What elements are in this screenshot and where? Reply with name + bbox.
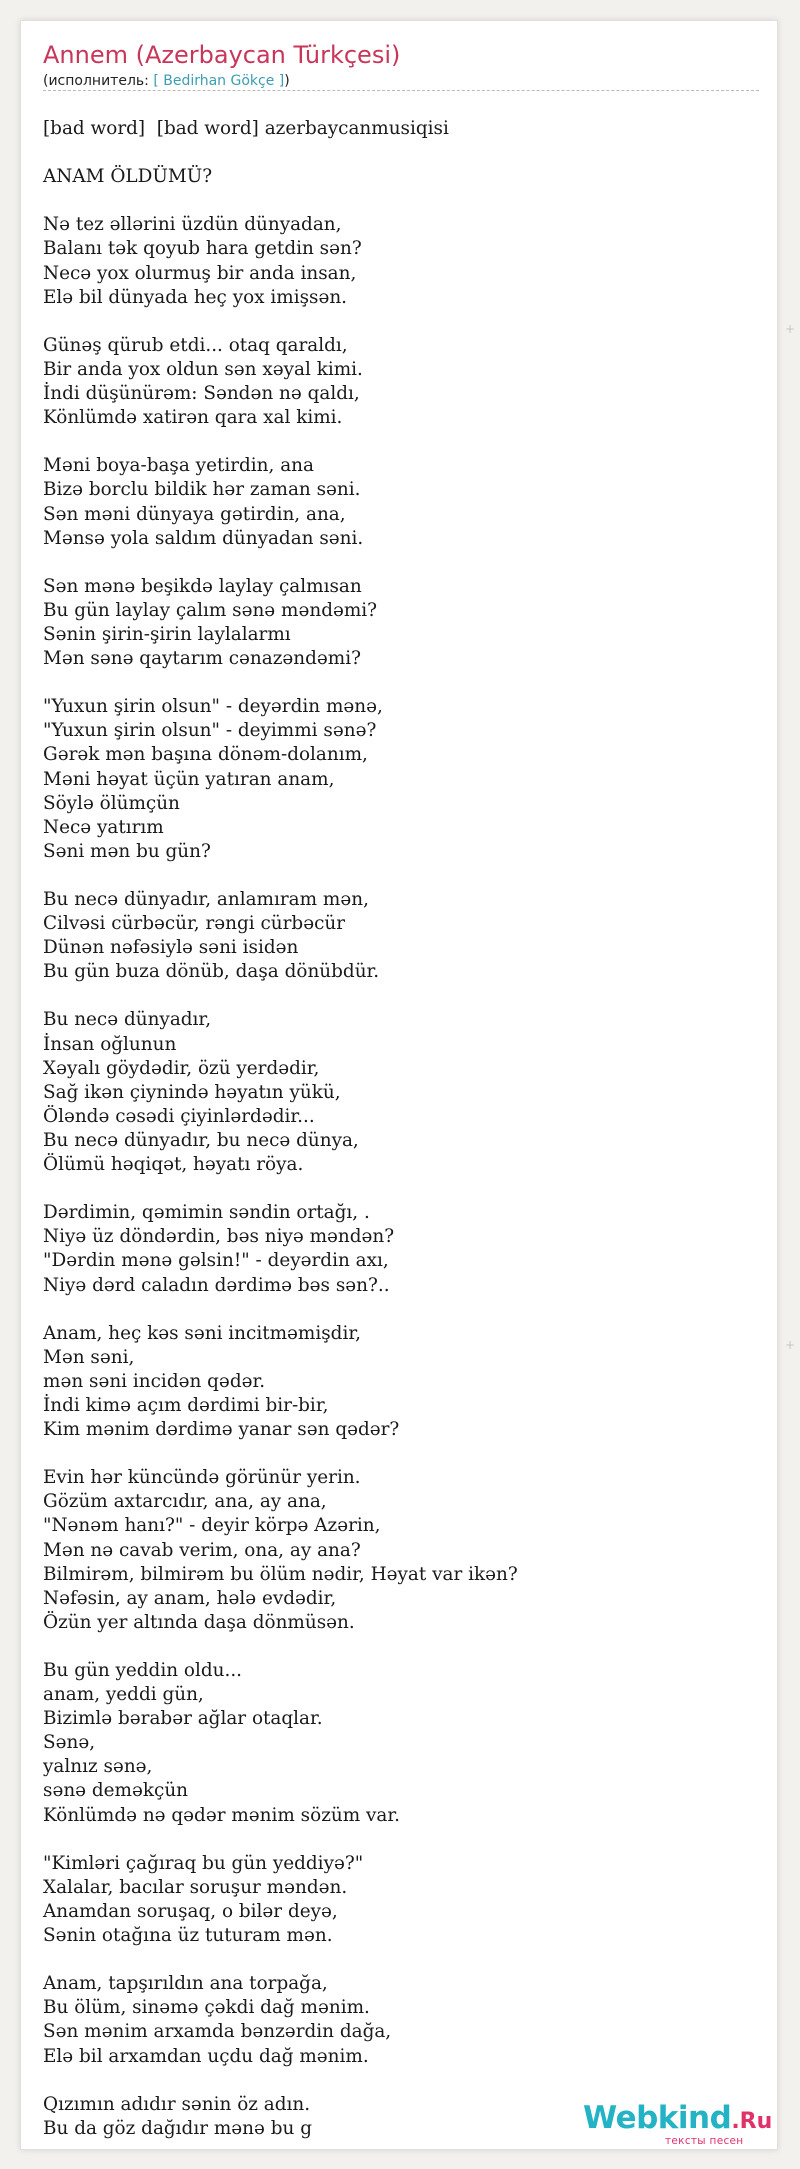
lyric-line: Bu da göz dağıdır mənə bu g [43,2117,312,2139]
lyric-line: Dərdimin, qəmimin səndin ortağı, . [43,1202,370,1224]
lyric-line: Səni mən bu gün? [43,840,211,862]
lyric-line: "Yuxun şirin olsun" - deyərdin mənə, [43,696,383,718]
stanza-gap [43,1828,759,1852]
lyric-line: Dünən nəfəsiylə səni isidən [43,937,299,959]
lyric-line: Nəfəsin, ay anam, hələ evdədir, [43,1587,337,1609]
lyric-line: Sağ ikən çiynində həyatın yükü, [43,1081,341,1103]
lyric-line: "Dərdin mənə gəlsin!" - deyərdin axı, [43,1250,389,1272]
lyric-line: Bu gün laylay çalım sənə məndəmi? [43,599,378,621]
stanza-gap [43,864,759,888]
lyric-line: İndi kimə açım dərdimi bir-bir, [43,1394,329,1416]
stanza-gap [43,2069,759,2093]
lyric-line: Məni boya-başa yetirdin, ana [43,455,314,477]
lyric-line: Sənin şirin-şirin laylalarmı [43,623,291,645]
lyric-line: Sən mənə beşikdə laylay çalmısan [43,575,362,597]
lyric-line: Söylə ölümçün [43,792,180,814]
lyric-line: Könlümdə nə qədər mənim sözüm var. [43,1804,400,1826]
lyric-line: Nə tez əllərini üzdün dünyadan, [43,214,342,236]
side-plus-icon: + [784,322,796,336]
stanza-gap [43,1442,759,1466]
lyric-line: ANAM ÖLDÜMÜ? [43,166,213,188]
logo-tagline: тексты песен [665,2135,744,2147]
lyric-line: Niyə dərd caladın dərdimə bəs sən?.. [43,1274,390,1296]
lyric-line: "Nənəm hanı?" - deyir körpə Azərin, [43,1515,381,1537]
lyric-line: Bu gün yeddin oldu... [43,1660,243,1681]
lyric-line: [bad word] [bad word] azerbaycanmusiqisi [43,118,449,139]
lyric-line: Kim mənim dərdimə yanar sən qədər? [43,1419,400,1441]
logo-tld: .Ru [731,2109,773,2134]
lyric-line: Könlümdə xatirən qara xal kimi. [43,407,343,429]
artist-suffix: ) [284,73,290,89]
lyric-line: mən səni incidən qədər. [43,1370,266,1392]
lyric-line: Bilmirəm, bilmirəm bu ölüm nədir, Həyat var ikən? [43,1563,518,1585]
stanza-gap [43,1948,759,1972]
lyric-line: Elə bil arxamdan uçdu dağ mənim. [43,2045,369,2067]
lyric-line: Sən məni dünyaya gətirdin, ana, [43,503,346,525]
site-logo[interactable] [583,2100,773,2150]
lyric-line: Elə bil dünyada heç yox imişsən. [43,286,348,308]
lyric-line: "Yuxun şirin olsun" - deyimmi sənə? [43,720,377,742]
stanza-gap [43,189,759,213]
lyric-line: Evin hər küncündə görünür yerin. [43,1467,361,1489]
lyric-line: Ölümü həqiqət, həyatı röya. [43,1154,304,1176]
lyrics-text [43,117,759,2141]
lyric-line: Bizimlə bərabər ağlar otaqlar. [43,1708,323,1730]
lyric-line: Məni həyat üçün yatıran anam, [43,768,335,790]
stanza-gap [43,671,759,695]
stanza-gap [43,430,759,454]
stanza-gap [43,310,759,334]
artist-link[interactable]: [ Bedirhan Gökçe ] [153,73,285,89]
lyric-line: Necə yox olurmuş bir anda insan, [43,262,357,284]
lyric-line: yalnız sənə, [43,1756,153,1778]
lyric-line: Mən nə cavab verim, ona, ay ana? [43,1539,361,1561]
stanza-gap [43,551,759,575]
lyric-line: Bu ölüm, sinəmə çəkdi dağ mənim. [43,1997,370,2019]
lyric-line: Anamdan soruşaq, o bilər deyə, [43,1900,338,1922]
stanza-gap [43,141,759,165]
stanza-gap [43,1177,759,1201]
lyric-line: Bizə borclu bildik hər zaman səni. [43,479,361,501]
lyric-line: Bu necə dünyadır, bu necə dünya, [43,1129,359,1151]
stanza-gap [43,1635,759,1659]
lyric-line: sənə deməkçün [43,1780,189,1802]
lyric-line: Sən mənim arxamda bənzərdin dağa, [43,2021,392,2043]
lyric-line: İnsan oğlunun [43,1033,177,1055]
logo-wordmark [583,2100,773,2136]
side-plus-icon: + [784,1338,796,1352]
lyric-line: Bu necə dünyadır, [43,1009,212,1031]
artist-line [43,72,290,90]
lyric-line: Günəş qürub etdi... otaq qaraldı, [43,334,348,356]
song-title: Annem (Azerbaycan Türkçesi) [43,41,401,69]
lyric-line: Xalalar, bacılar soruşur məndən. [43,1876,348,1898]
artist-prefix: (исполнитель: [43,73,154,89]
lyric-line: anam, yeddi gün, [43,1684,204,1706]
lyric-line: Bu necə dünyadır, anlamıram mən, [43,889,369,910]
lyric-line: Mən sənə qaytarım cənazəndəmi? [43,648,361,670]
lyric-line: Gərək mən başına dönəm-dolanım, [43,744,368,766]
lyric-line: Sənin otağına üz tuturam mən. [43,1925,333,1947]
lyric-line: Balanı tək qoyub hara getdin sən? [43,238,362,260]
stanza-gap [43,1298,759,1322]
lyric-line: Necə yatırım [43,816,164,838]
lyric-line: Niyə üz döndərdin, bəs niyə məndən? [43,1226,395,1248]
lyric-line: Mənsə yola saldım dünyadan səni. [43,527,364,549]
lyric-line: Mən səni, [43,1346,135,1368]
stanza-gap [43,984,759,1008]
lyric-line: Qızımın adıdır sənin öz adın. [43,2093,311,2115]
lyric-line: Anam, tapşırıldın ana torpağa, [43,1973,328,1995]
lyrics-card [20,20,778,2150]
title-divider [43,90,759,91]
lyric-line: Bu gün buza dönüb, daşa dönübdür. [43,961,380,983]
lyric-line: Anam, heç kəs səni incitməmişdir, [43,1322,361,1344]
lyric-line: Sənə, [43,1732,96,1754]
lyric-line: Öləndə cəsədi çiyinlərdədir... [43,1105,315,1127]
lyric-line: İndi düşünürəm: Səndən nə qaldı, [43,383,360,405]
lyric-line: Bir anda yox oldun sən xəyal kimi. [43,358,363,380]
lyric-line: Cilvəsi cürbəcür, rəngi cürbəcür [43,913,346,935]
logo-main-text: Webkind [583,2100,732,2136]
lyric-line: "Kimləri çağıraq bu gün yeddiyə?" [43,1852,364,1874]
lyric-line: Gözüm axtarcıdır, ana, ay ana, [43,1491,327,1513]
lyric-line: Xəyalı göydədir, özü yerdədir, [43,1057,320,1079]
lyric-line: Özün yer altında daşa dönmüsən. [43,1611,355,1633]
